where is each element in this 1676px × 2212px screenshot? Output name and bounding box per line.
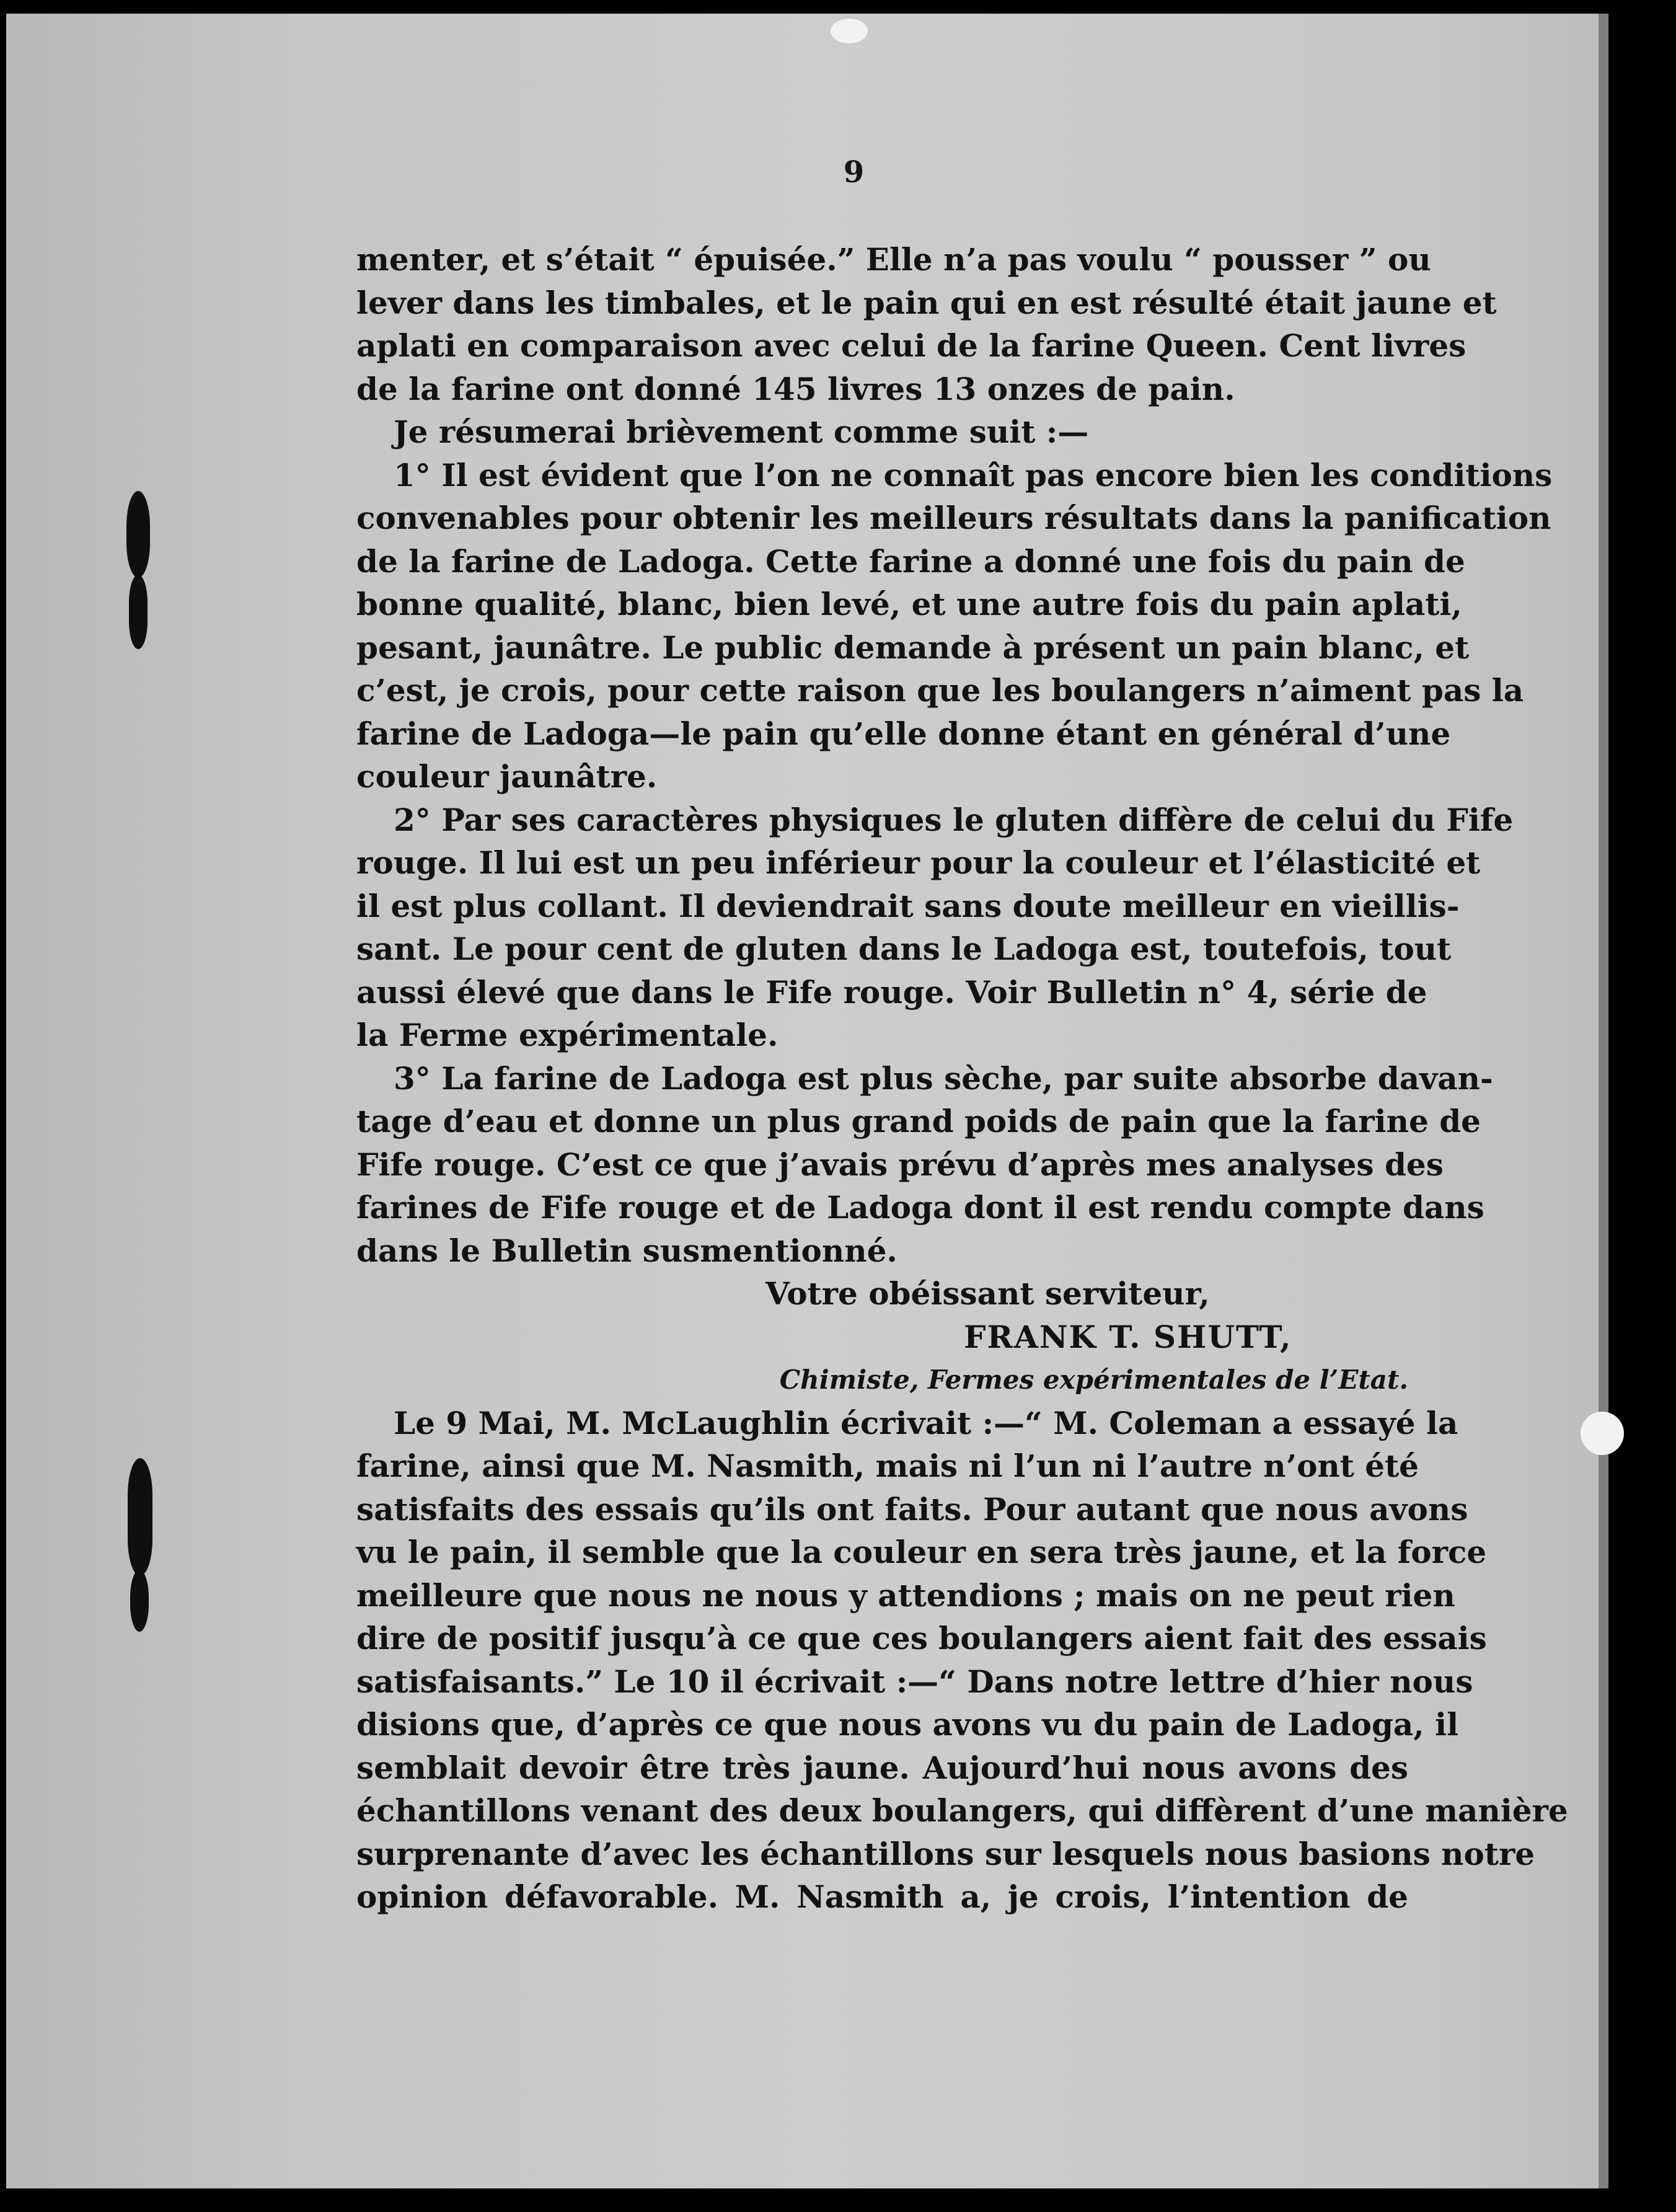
binding-mark-2: [129, 575, 148, 649]
text-line: de la farine de Ladoga. Cette farine a donné une fois du pain de: [356, 542, 1465, 580]
text-line: aussi élevé que dans le Fife rouge. Voir Bulletin n° 4, série de: [356, 973, 1427, 1011]
text-line: disions que, d’après ce que nous avons vu du pain de Ladoga, il: [356, 1706, 1459, 1743]
binding-mark-3: [128, 1458, 152, 1576]
text-line: dire de positif jusqu’à ce que ces boulangers aient fait des essais: [356, 1620, 1487, 1657]
text-line: farine de Ladoga—le pain qu’elle donne étant en général d’une: [356, 715, 1451, 752]
text-line: échantillons venant des deux boulangers, qui diffèrent d’une manière: [356, 1792, 1568, 1829]
page-edge-shadow: [1599, 14, 1608, 2188]
body-text: [356, 238, 1568, 1919]
text-line: c’est, je crois, pour cette raison que les boulangers n’aiment pas la: [356, 672, 1524, 709]
text-line: Le 9 Mai, M. McLaughlin écrivait :—“ M. Coleman a essayé la: [394, 1404, 1458, 1441]
text-line: satisfaits des essais qu’ils ont faits. Pour autant que nous avons: [356, 1490, 1468, 1528]
text-line: la Ferme expérimentale.: [356, 1017, 778, 1053]
page-number: 9: [843, 155, 865, 190]
text-line: rouge. Il lui est un peu inférieur pour la couleur et l’élasticité et: [356, 844, 1481, 881]
text-line: bonne qualité, blanc, bien levé, et une autre fois du pain aplati,: [356, 586, 1462, 622]
text-line: farines de Fife rouge et de Ladoga dont il est rendu compte dans: [356, 1189, 1484, 1226]
scanned-page: [6, 14, 1608, 2188]
text-line: tage d’eau et donne un plus grand poids de pain que la farine de: [356, 1103, 1481, 1139]
text-line: il est plus collant. Il deviendrait sans doute meilleur en vieillis-: [356, 887, 1460, 924]
text-line: farine, ainsi que M. Nasmith, mais ni l’un ni l’autre n’ont été: [356, 1448, 1419, 1484]
scan-speck: [1581, 1412, 1624, 1455]
text-line: vu le pain, il semble que la couleur en sera très jaune, et la force: [356, 1534, 1487, 1570]
text-line: lever dans les timbales, et le pain qui en est résulté était jaune et: [356, 284, 1497, 321]
text-line: convenables pour obtenir les meilleurs résultats dans la panification: [356, 500, 1551, 536]
text-line: sant. Le pour cent de gluten dans le Ladoga est, toutefois, tout: [356, 931, 1452, 967]
closing-salutation: Votre obéissant serviteur,: [765, 1275, 1210, 1312]
text-line: opinion défavorable. M. Nasmith a, je crois, l’intention de: [356, 1878, 1408, 1915]
text-line: Fife rouge. C’est ce que j’avais prévu d’après mes analyses des: [356, 1146, 1444, 1183]
text-line: dans le Bulletin susmentionné.: [356, 1232, 898, 1269]
text-line: surprenante d’avec les échantillons sur lesquels nous basions notre: [356, 1835, 1535, 1872]
text-line: couleur jaunâtre.: [356, 758, 658, 795]
scan-speck: [831, 19, 868, 43]
text-line: aplati en comparaison avec celui de la farine Queen. Cent livres: [356, 327, 1466, 364]
binding-mark-1: [126, 491, 150, 578]
signature-name: FRANK T. SHUTT,: [964, 1318, 1292, 1355]
text-line: 2° Par ses caractères physiques le gluten diffère de celui du Fife: [394, 801, 1514, 838]
text-line: Je résumerai brièvement comme suit :—: [394, 414, 1089, 450]
binding-mark-4: [130, 1570, 149, 1632]
signature-title: Chimiste, Fermes expérimentales de l’Etat.: [779, 1365, 1408, 1395]
text-line: meilleure que nous ne nous y attendions ; mais on ne peut rien: [356, 1577, 1455, 1614]
text-line: semblait devoir être très jaune. Aujourd’hui nous avons des: [356, 1749, 1408, 1786]
text-line: de la farine ont donné 145 livres 13 onzes de pain.: [356, 370, 1235, 407]
text-line: pesant, jaunâtre. Le public demande à présent un pain blanc, et: [356, 629, 1470, 666]
text-line: satisfaisants.” Le 10 il écrivait :—“ Dans notre lettre d’hier nous: [356, 1663, 1473, 1700]
text-line: 1° Il est évident que l’on ne connaît pas encore bien les conditions: [394, 456, 1553, 493]
text-line: 3° La farine de Ladoga est plus sèche, par suite absorbe davan-: [394, 1060, 1493, 1097]
text-line: menter, et s’était “ épuisée.” Elle n’a pas voulu “ pousser ” ou: [356, 241, 1431, 278]
